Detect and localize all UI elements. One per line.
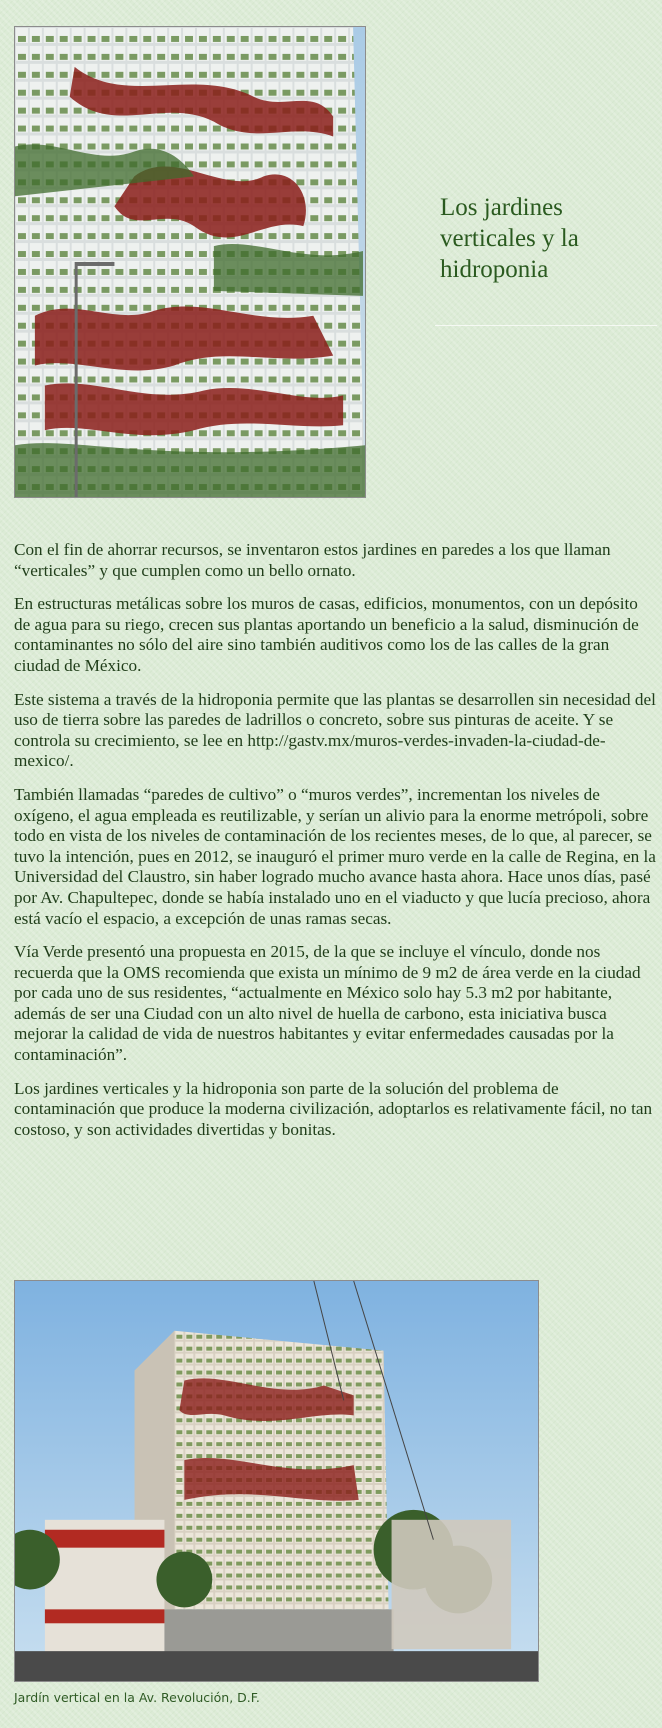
paragraph-6: Los jardines verticales y la hidroponia son parte de la solución del problema de contaminación que produce la moderna civilización, adoptarlos es relativamente fácil, no tan costoso, y son actividades divertidas y bonitas. bbox=[14, 1078, 653, 1139]
vertical-garden-photo-street bbox=[14, 1280, 539, 1682]
paragraph-2: En estructuras metálicas sobre los muros de casas, edificios, monumentos, con un depósito de agua para su riego, crecen sus plantas aportando un beneficio a la salud, disminución de contaminantes no sólo del aire sino también auditivos como los de las calles de la gran ciudad de México. bbox=[14, 594, 639, 675]
article-body bbox=[14, 540, 656, 1153]
article-title: Los jardines verticales y la hidroponia bbox=[440, 194, 579, 283]
paragraph-3: Este sistema a través de la hidroponia permite que las plantas se desarrollen sin necesidad del uso de tierra sobre las paredes de ladrillos o concreto, sobre sus pinturas de aceite. Y se controla su crecimiento, se lee en http://gastv.mx/muros-verdes-invaden-la-ciudad-de-mexico/. bbox=[14, 689, 656, 771]
photo-caption: Jardín vertical en la Av. Revolución, D.F. bbox=[14, 1690, 260, 1705]
vertical-garden-photo-closeup bbox=[14, 26, 366, 498]
paragraph-4: También llamadas “paredes de cultivo” o “muros verdes”, incrementan los niveles de oxígeno, el agua empleada es reutilizable, y serían un alivio para la enorme metrópoli, sobre todo en vista de los niveles de contaminación de los recientes meses, de lo que, al parecer, se tuvo la intención, pues en 2012, se inauguró el primer muro verde en la calle de Regina, en la Universidad del Claustro, sin haber logrado mucho avance hasta ahora. Hace unos días, pasé por Av. Chapultepec, donde se había instalado uno en el viaducto y que lucía precioso, ahora está vacío el espacio, a excepción de unas ramas secas. bbox=[14, 784, 656, 928]
title-divider bbox=[435, 325, 657, 326]
paragraph-1: Con el fin de ahorrar recursos, se inventaron estos jardines en paredes a los que llaman “verticales” y que cumplen como un bello ornato. bbox=[14, 540, 611, 580]
paragraph-5: Vía Verde presentó una propuesta en 2015, de la que se incluye el vínculo, donde nos recuerda que la OMS recomienda que exista un mínimo de 9 m2 de área verde en la ciudad por cada uno de sus residentes, “actualmente en México solo hay 5.3 m2 por habitante, además de ser una Ciudad con un alto nivel de huella de carbono, esta iniciativa busca mejorar la calidad de vida de nuestros habitantes y evitar enfermedades causadas por la contaminación”. bbox=[14, 942, 641, 1065]
